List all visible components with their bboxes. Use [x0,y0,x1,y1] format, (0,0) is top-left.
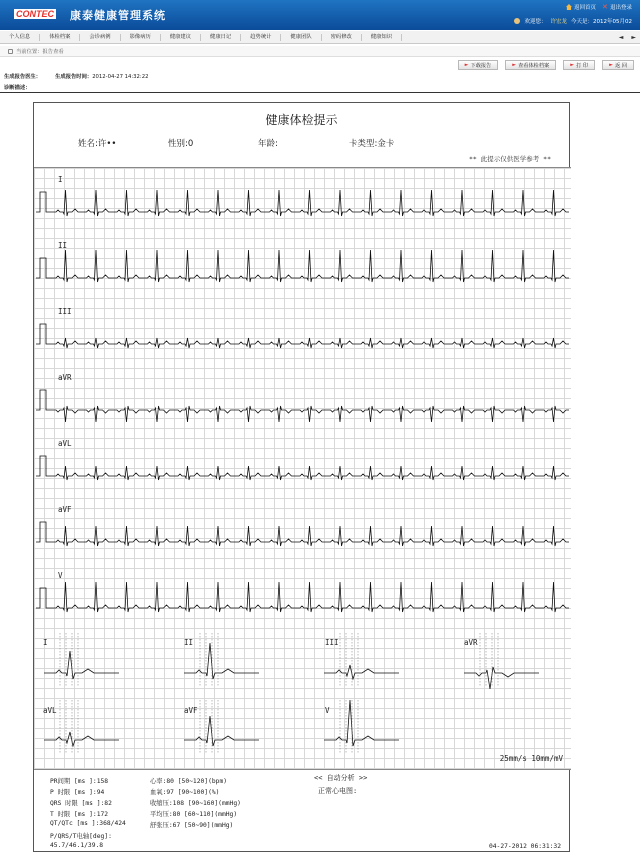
systolic-pressure: 收缩压:108 [90~160](mmHg) [150,800,241,807]
lead-label-v: V [58,571,63,580]
short-lead-label-iii: III [325,638,339,647]
ecg-trace [36,250,569,282]
nav-item-checkup-records[interactable]: 体检档案 [40,34,80,41]
qrs-duration: QRS 时限 [ms ]:82 [50,800,112,807]
short-lead-label-v: V [325,706,330,715]
qt-qtc: QT/QTc [ms ]:368/424 [50,820,126,827]
arrow-icon: ► [464,62,469,68]
speed-gain: 25mm/s 10mm/mV [499,754,563,763]
axis-label: P/QRS/T电轴[deg]: [50,833,112,840]
short-lead-label-avl: aVL [43,706,57,715]
ecg-trace [36,522,569,546]
back-button[interactable] [602,60,634,70]
divider [0,92,640,93]
averaged-beat [324,700,399,746]
short-lead-label-i: I [43,638,48,647]
nav-prev-icon[interactable]: ◄ [618,34,624,41]
nav-arrows [619,34,636,41]
lead-label-iii: III [58,307,72,316]
arrow-icon: ► [609,62,613,68]
nav-item-health-advice[interactable]: 健康建议 [161,34,201,41]
diagnosis-label: 诊断描述： [4,85,31,91]
averaged-beat [184,716,259,746]
measurements-panel [34,771,569,853]
welcome-bar [514,17,632,25]
arrow-icon: ► [512,62,517,68]
lead-label-i: I [58,175,63,184]
ecg-trace [36,190,569,216]
lead-label-avr: aVR [58,373,72,382]
report-title: 健康体检提示 [265,113,338,127]
patient-gender: 性别:0 [168,139,194,149]
view-checkup-label: 查看体检档案 [518,62,550,69]
ecg-traces [34,168,571,771]
nav-item-image-records[interactable]: 影像病历 [121,34,161,41]
ecg-trace [36,582,569,612]
disclaimer: ** 此提示仅供医学参考 ** [469,155,551,163]
mean-pressure: 平均压:80 [60~110](mmHg) [150,811,238,818]
patient-name: 姓名:许•• [78,139,117,149]
close-icon: ✕ [601,3,608,11]
contec-logo: CONTEC [16,9,54,19]
ecg-grid [34,167,571,770]
welcome-prefix: 欢迎您： [524,19,547,25]
lead-label-ii: II [58,241,68,250]
nav-item-profile[interactable]: 个人信息 [0,34,40,41]
back-label: 返 回 [614,62,627,69]
normal-ecg-label: 正常心电图: [318,787,358,795]
time-value: 2012-04-27 14:32:22 [92,74,149,80]
short-lead-label-avf: aVF [184,706,198,715]
ecg-trace [36,390,569,422]
user-icon [514,18,520,24]
nav-item-health-knowledge[interactable]: 健康知识 [362,34,402,41]
main-nav [0,31,640,44]
lead-label-avl: aVL [58,439,72,448]
print-label: 打 印 [576,62,589,69]
averaged-beat [324,665,399,679]
app-header [0,0,640,30]
patient-age: 年龄: [258,139,278,149]
spo2: 血氧:97 [90~100](%) [150,789,220,796]
app-title: 康泰健康管理系统 [70,9,166,22]
nav-item-trend-stats[interactable]: 趋势统计 [241,34,281,41]
home-icon [566,4,572,10]
lead-label-avf: aVF [58,505,72,514]
time-label: 生成报告时间： [55,74,93,80]
download-report-button[interactable] [458,60,499,70]
nav-item-consult-cases[interactable]: 会诊病例 [80,34,120,41]
home-link-label: 返回首页 [573,5,596,11]
report-timestamp: 04-27-2012 06:31:32 [488,843,561,850]
averaged-beat [464,667,539,689]
t-duration: T 时限 [ms ]:172 [50,811,109,818]
ecg-trace [36,324,569,348]
nav-item-health-diary[interactable]: 健康日记 [201,34,241,41]
doctor-label: 生成报告医生： [4,74,42,80]
report-meta [4,72,148,80]
logout-link-label: 退出登录 [609,5,632,11]
nav-item-health-team[interactable]: 健康团队 [281,34,321,41]
heart-rate: 心率:80 [50~120](bpm) [150,778,228,785]
top-links [566,3,632,11]
report-toolbar [458,60,634,70]
view-checkup-button[interactable] [505,60,556,70]
breadcrumb-text: 当前位置：报告查看 [16,49,64,55]
p-duration: P 时限 [ms ]:94 [50,789,105,796]
ecg-trace [36,456,569,480]
arrow-icon: ► [570,62,575,68]
nav-item-change-password[interactable]: 密码修改 [322,34,362,41]
breadcrumb [0,46,640,57]
averaged-beat [184,643,259,679]
pr-interval: PR间期 [ms ]:158 [50,778,109,785]
short-lead-label-ii: II [184,638,194,647]
ecg-report [33,102,570,852]
logout-link[interactable] [602,3,632,11]
auto-analysis-title: << 自动分析 >> [314,774,368,782]
card-type: 卡类型:金卡 [349,139,395,149]
download-report-label: 下载报告 [470,62,492,69]
username[interactable]: 许宏龙 [550,19,567,25]
short-lead-label-avr: aVR [464,638,478,647]
location-icon [8,49,13,54]
print-button[interactable] [563,60,595,70]
today-date: 今天是：2012年05月02 [571,19,632,25]
averaged-beat [44,651,119,679]
diastolic-pressure: 舒张压:67 [50~90](mmHg) [150,822,234,829]
nav-next-icon[interactable]: ► [631,34,636,41]
home-link[interactable] [566,3,596,11]
averaged-beat [44,732,119,746]
axis-value: 45.7/46.1/39.8 [50,842,104,849]
